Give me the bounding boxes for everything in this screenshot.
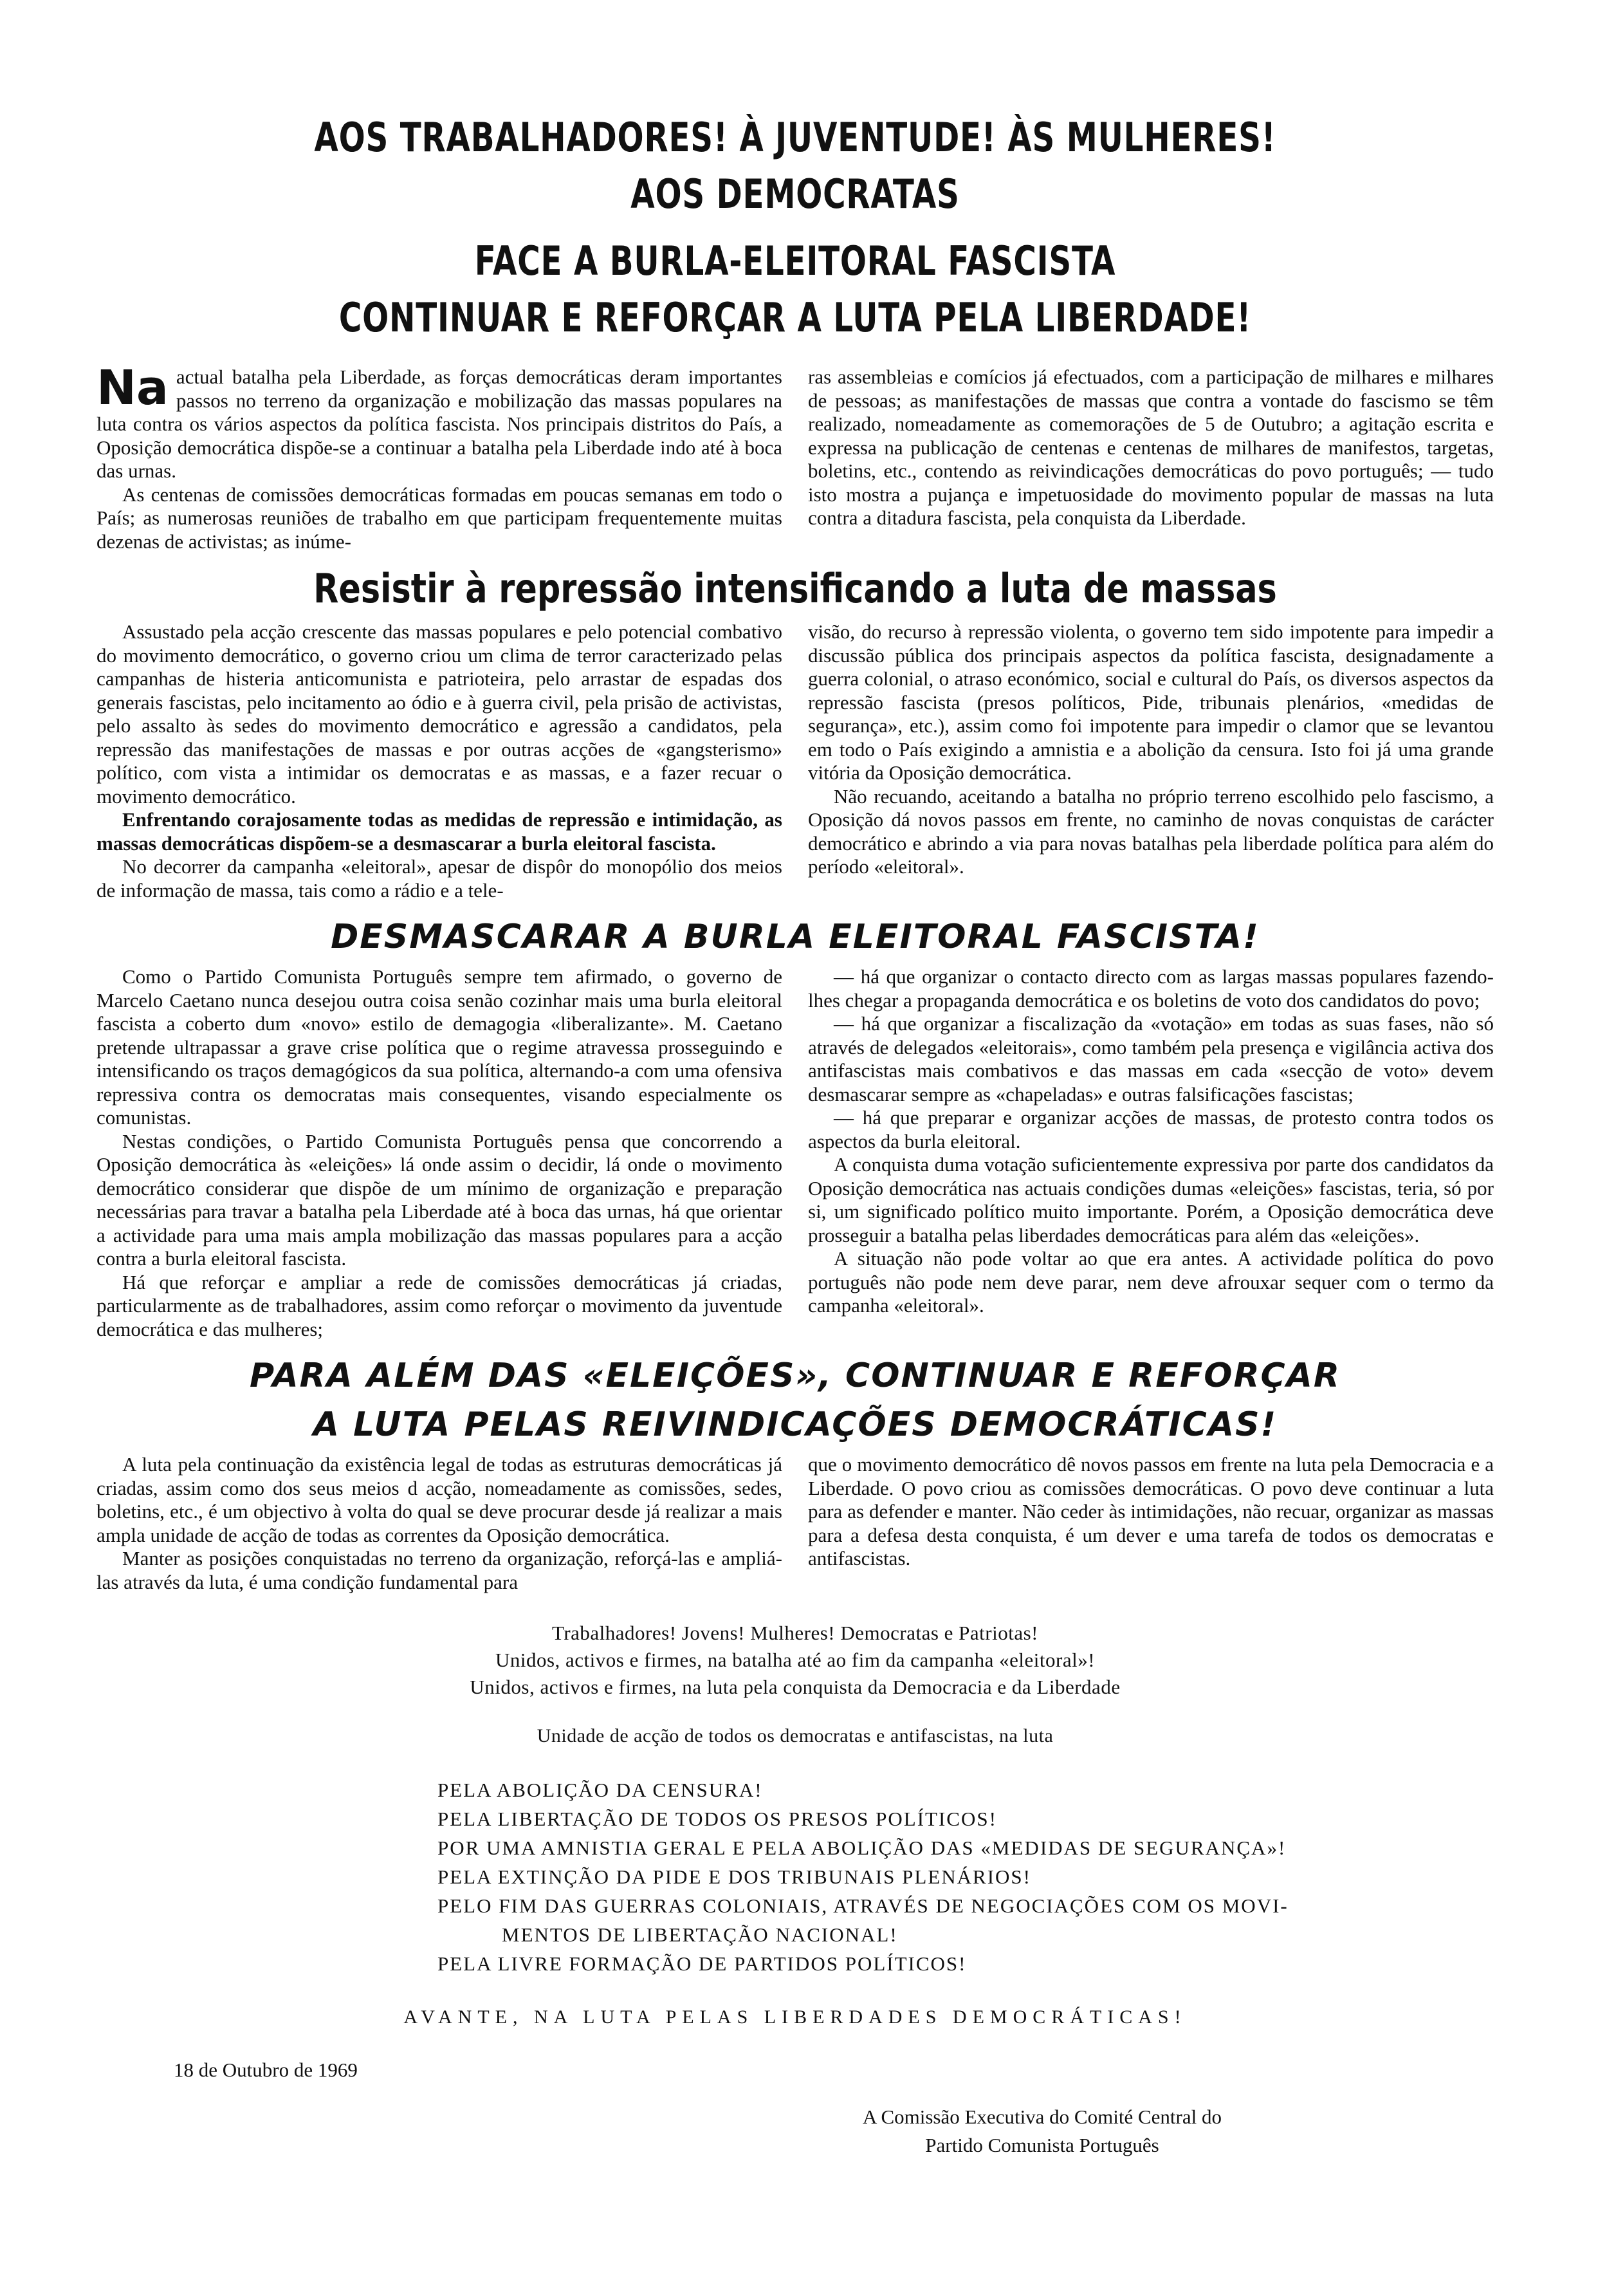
intro-right-column bbox=[808, 366, 1494, 553]
headline-line-1: AOS TRABALHADORES! À JUVENTUDE! ÀS MULHERES! bbox=[314, 114, 1276, 161]
intro-paragraph-1: Na actual batalha pela Liberdade, as forças democráticas deram importantes passos no terreno da organização e mobilização das massas populares na luta contra os vários aspectos da política fascista. Nos principais distritos do País, a Oposição democrática dispõe-se a continuar a batalha pela Liberdade indo até à boca das urnas. bbox=[96, 360, 782, 482]
slogan-item: PELA EXTINÇÃO DA PIDE E DOS TRIBUNAIS PLENÁRIOS! bbox=[437, 1866, 1031, 1888]
section-1-paragraph-5: Não recuando, aceitando a batalha no próprio terreno escolhido pelo fascismo, a Oposição dá novos passos em frente, no caminho de novas conquistas de carácter democrático e abrindo a via para novas batalhas pela liberdade política para além do período «eleitoral». bbox=[808, 784, 1494, 878]
dropcap: Na bbox=[96, 360, 169, 416]
section-2-paragraph-1: Como o Partido Comunista Português sempre tem afirmado, o governo de Marcelo Caetano nunca desejou outra coisa senão cozinhar mais uma burla eleitoral fascista a coberto dum «novo» estilo de demagogia «liberalizante». M. Caetano pretende ultrapassar a grave crise política que o regime atravessa prosseguindo e intensificando os traços demagógicos da sua política, alternando-a com uma ofensiva repressiva contra os democratas mais consequentes, visando especialmente os comunistas. bbox=[96, 965, 782, 1129]
date-line: 18 de Outubro de 1969 bbox=[174, 2059, 358, 2081]
section-1-paragraph-3: No decorrer da campanha «eleitoral», apesar de dispôr do monopólio dos meios de informação de massa, tais como a rádio e a tele- bbox=[96, 855, 782, 902]
slogan-item: PELA LIBERTAÇÃO DE TODOS OS PRESOS POLÍTICOS! bbox=[437, 1808, 997, 1830]
greeting bbox=[96, 1620, 1494, 1701]
section-3-paragraph-1: A luta pela continuação da existência legal de todas as estruturas democráticas já criadas, assim como dos seus meios d acção, nomeadamente as comissões, sedes, boletins, etc., é um objectivo à volta do qual se deve procurar desde já realizar a mais ampla unidade de acção de todas as correntes da Oposição democrática. bbox=[96, 1453, 782, 1546]
section-3-paragraph-2: Manter as posições conquistadas no terreno da organização, reforçá-las e ampliá-las através da luta, é uma condição fundamental para bbox=[96, 1547, 782, 1593]
section-1-title: Resistir à repressão intensificando a luta de massas bbox=[313, 565, 1277, 612]
section-1-paragraph-2: Enfrentando corajosamente todas as medidas de repressão e intimidação, as massas democráticas dispõem-se a desmascarar a burla eleitoral fascista. bbox=[96, 808, 782, 855]
signature-line-2: Partido Comunista Português bbox=[925, 2134, 1159, 2156]
slogan-item: PELO FIM DAS GUERRAS COLONIAIS, ATRAVÉS DE NEGOCIAÇÕES COM OS MOVI- bbox=[437, 1894, 1289, 1917]
section-1-paragraph-4: visão, do recurso à repressão violenta, o governo tem sido impotente para impedir a discussão pública dos principais aspectos da política fascista, designadamente a guerra colonial, o atraso económico, social e cultural do País, os diversos aspectos da repressão fascista (presos políticos, Pide, tribunais plenários, «medidas de segurança», etc.), assim como foi impotente para impedir o clamor que se levantou em todo o País exigindo a amnistia e a abolição da censura. Isto foi já uma grande vitória da Oposição democrática. bbox=[808, 620, 1494, 784]
headline-line-4: CONTINUAR E REFORÇAR A LUTA PELA LIBERDADE! bbox=[338, 294, 1252, 341]
signature bbox=[778, 2103, 1306, 2160]
intro-left-column bbox=[96, 360, 782, 553]
section-2-left-column bbox=[96, 965, 782, 1341]
slogan-item: PELA LIVRE FORMAÇÃO DE PARTIDOS POLÍTICOS! bbox=[437, 1952, 967, 1975]
slogan-item: PELA ABOLIÇÃO DA CENSURA! bbox=[437, 1779, 763, 1801]
section-2-paragraph-8: A situação não pode voltar ao que era antes. A actividade política do povo português não pode nem deve parar, nem deve afrouxar sequer com o termo da campanha «eleitoral». bbox=[808, 1247, 1494, 1317]
section-2-paragraph-2: Nestas condições, o Partido Comunista Português pensa que concorrendo a Oposição democrática às «eleições» lá onde assim o decidir, lá onde o movimento democrático considerar que dispõe de um mínimo de organização e preparação necessárias para travar a batalha pela Liberdade até à boca das urnas, há que orientar a actividade para uma mais ampla mobilização das massas populares para a acção contra a burla eleitoral fascista. bbox=[96, 1129, 782, 1270]
slogan-item-continuation: MENTOS DE LIBERTAÇÃO NACIONAL! bbox=[502, 1923, 898, 1946]
section-2-title: DESMASCARAR A BURLA ELEITORAL FASCISTA! bbox=[331, 918, 1260, 956]
headline-block bbox=[96, 109, 1494, 346]
greeting-line-3: Unidos, activos e firmes, na luta pela conquista da Democracia e da Liberdade bbox=[470, 1676, 1121, 1698]
section-3-title-line-1: PARA ALÉM DAS «ELEIÇÕES», CONTINUAR E REFORÇAR bbox=[250, 1356, 1341, 1395]
section-2-paragraph-4: — há que organizar o contacto directo com as largas massas populares fazendo-lhes chegar a propaganda democrática e os boletins de voto dos candidatos do povo; bbox=[808, 965, 1494, 1012]
unity-line: Unidade de acção de todos os democratas e antifascistas, na luta bbox=[537, 1725, 1054, 1746]
section-3-title-line-2: A LUTA PELAS REIVINDICAÇÕES DEMOCRÁTICAS! bbox=[313, 1405, 1278, 1444]
section-3-left-column bbox=[96, 1453, 782, 1594]
section-2-paragraph-5: — há que organizar a fiscalização da «votação» em todas as suas fases, não só através de delegados «eleitorais», como também pela presença e vigilância activa dos antifascistas mais combativos e das massas em cada «secção de voto» devem desmascarar sempre as «chapeladas» e outras falsificações fascistas; bbox=[808, 1012, 1494, 1106]
intro-paragraph-3: ras assembleias e comícios já efectuados, com a participação de milhares e milhares de pessoas; as manifestações de massas que contra a vontade do fascismo se têm realizado, nomeadamente as comemorações de 5 de Outubro; a agitação escrita e expressa na publicação de centenas e centenas de milhares de manifestos, targetas, boletins, etc., contendo as reivindicações democráticas do povo português; — tudo isto mostra a pujança e impetuosidade do movimento popular de massas na luta contra a ditadura fascista, pela conquista da Liberdade. bbox=[808, 366, 1494, 529]
intro-columns bbox=[96, 360, 1494, 553]
section-2-right-column bbox=[808, 965, 1494, 1341]
section-3-right-column bbox=[808, 1453, 1494, 1594]
intro-paragraph-2: As centenas de comissões democráticas formadas em poucas semanas em todo o País; as numerosas reuniões de trabalho em que participam frequentemente muitas dezenas de activistas; as inúme- bbox=[96, 483, 782, 553]
closing-block bbox=[96, 1620, 1494, 2160]
headline-line-2: AOS DEMOCRATAS bbox=[630, 171, 960, 218]
headline-line-3: FACE A BURLA-ELEITORAL FASCISTA bbox=[474, 237, 1116, 284]
avante-line: AVANTE, NA LUTA PELAS LIBERDADES DEMOCRÁTICAS! bbox=[403, 2006, 1187, 2028]
section-1-columns bbox=[96, 620, 1494, 902]
slogan-list bbox=[437, 1775, 1494, 1978]
signature-line-1: A Comissão Executiva do Comité Central do bbox=[863, 2106, 1222, 2128]
section-2-paragraph-3: Há que reforçar e ampliar a rede de comissões democráticas já criadas, particularmente as de trabalhadores, assim como reforçar o movimento da juventude democrática e das mulheres; bbox=[96, 1270, 782, 1340]
section-3-columns bbox=[96, 1453, 1494, 1594]
slogan-item: POR UMA AMNISTIA GERAL E PELA ABOLIÇÃO DAS «MEDIDAS DE SEGURANÇA»! bbox=[437, 1837, 1287, 1859]
section-2-paragraph-6: — há que preparar e organizar acções de massas, de protesto contra todos os aspectos da burla eleitoral. bbox=[808, 1106, 1494, 1153]
section-2-columns bbox=[96, 965, 1494, 1341]
section-1-paragraph-1: Assustado pela acção crescente das massas populares e pelo potencial combativo do movimento democrático, o governo criou um clima de terror caracterizado pelas campanhas de histeria anticomunista e patrioteira, pelo arrastar de espadas dos generais fascistas, pelo incitamento ao ódio e à guerra civil, pela prisão de activistas, pelo assalto às sedes do movimento democrático e agressão a candidatos, pela repressão das manifestações de massas e por outras acções de «gangsterismo» político, com vista a intimidar os democratas e as massas, e a fazer recuar o movimento democrático. bbox=[96, 620, 782, 808]
section-1-left-column bbox=[96, 620, 782, 902]
section-1-right-column bbox=[808, 620, 1494, 902]
section-2-paragraph-7: A conquista duma votação suficientemente expressiva por parte dos candidatos da Oposição democrática nas actuais condições dumas «eleições» fascistas, teria, só por si, um significado político muito importante. Porém, a Oposição democrática deve prosseguir a batalha pelas liberdades democráticas para além das «eleições». bbox=[808, 1153, 1494, 1246]
section-3-paragraph-3: que o movimento democrático dê novos passos em frente na luta pela Democracia e a Liberdade. O povo criou as comissões democráticas. O povo deve continuar a luta para as defender e manter. Não ceder às intimidações, não recuar, organizar as massas para a defesa desta conquista, é um dever e uma tarefa de todos os democratas e antifascistas. bbox=[808, 1453, 1494, 1569]
greeting-line-1: Trabalhadores! Jovens! Mulheres! Democratas e Patriotas! bbox=[551, 1622, 1038, 1644]
greeting-line-2: Unidos, activos e firmes, na batalha até ao fim da campanha «eleitoral»! bbox=[495, 1649, 1096, 1671]
